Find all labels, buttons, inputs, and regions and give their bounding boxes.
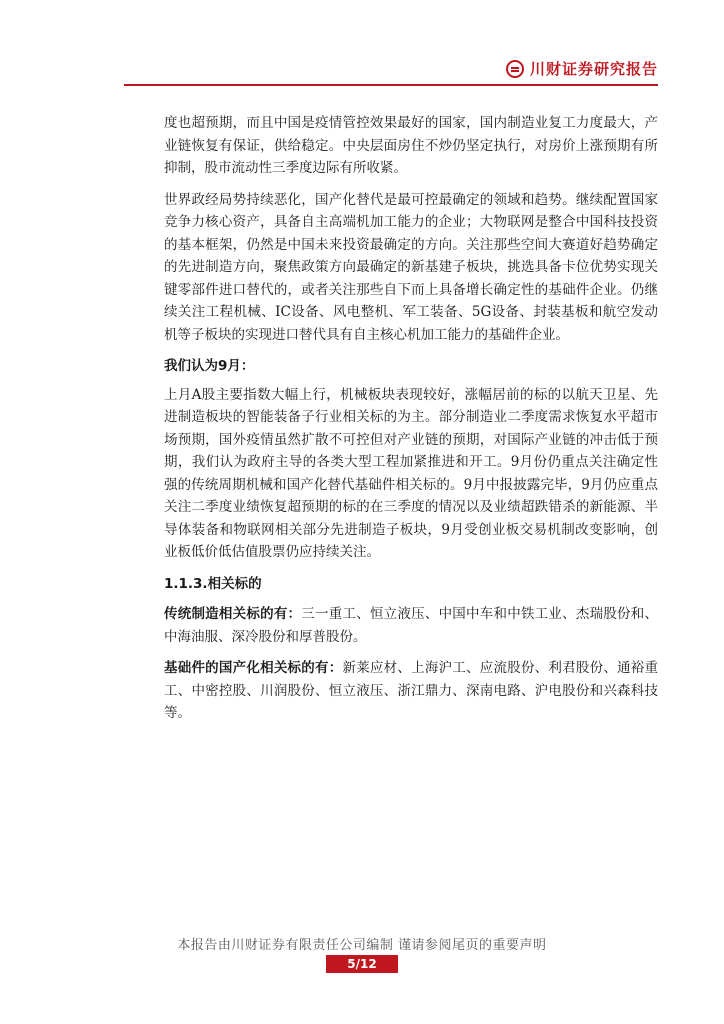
component-stocks-list: 新莱应材、上海沪工、应流股份、利君股份、通裕重工、中密控股、川润股份、恒立液压、浙江鼎力、深南电路、沪电股份和兴森科技等。 bbox=[164, 660, 659, 721]
report-body bbox=[164, 112, 658, 734]
component-stocks-label: 基础件的国产化相关标的有： bbox=[164, 660, 343, 676]
page-number: 5/12 bbox=[326, 955, 398, 973]
chuancai-logo-icon bbox=[506, 60, 524, 78]
traditional-stocks-list: 三一重工、恒立液压、中国中车和中铁工业、杰瑞股份和、中海油服、深冷股份和厚普股份。 bbox=[164, 606, 659, 645]
paragraph-september-view: 上月A股主要指数大幅上行，机械板块表现较好，涨幅居前的标的以航天卫星、先进制造板块的智能装备子行业相关标的为主。部分制造业二季度需求恢复水平超市场预期，国外疫情虽然扩散不可控但对产业链的预期，对国际产业链的冲击低于预期，我们认为政府主导的各类大型工程加紧推进和开工。9月份仍重点关注确定性强的传统周期机械和国产化替代基础件相关标的。9月中报披露完毕，9月仍应重点关注二季度业绩恢复超预期的标的在三季度的情况以及业绩超跌错杀的新能源、半导体装备和物联网相关部分先进制造子板块，9月受创业板交易机制改变影响，创业板低价低估值股票仍应持续关注。 bbox=[164, 386, 658, 560]
paragraph-component-stocks bbox=[164, 657, 658, 725]
report-header bbox=[124, 54, 658, 86]
traditional-stocks-label: 传统制造相关标的有： bbox=[164, 606, 302, 622]
paragraph-september-title: 我们认为9月： bbox=[164, 358, 255, 374]
brand-title: 川财证券研究报告 bbox=[529, 60, 658, 78]
footer-disclaimer: 本报告由川财证券有限责任公司编制 谨请参阅尾页的重要声明 bbox=[177, 938, 547, 953]
paragraph-strategy: 世界政经局势持续恶化，国产化替代是最可控最确定的领域和趋势。继续配置国家竞争力核心资产，具备自主高端机加工能力的企业；大物联网是整合中国科技投资的基本框架，仍然是中国未来投资最确定的方向。关注那些空间大赛道好趋势确定的先进制造方向，聚焦政策方向最确定的新基建子板块，挑选具备卡位优势实现关键零部件进口替代的，或者关注那些自下而上具备增长确定性的基础件企业。仍继续关注工程机械、IC设备、风电整机、军工装备、5G设备、封装基板和航空发动机等子板块的实现进口替代具有自主核心机加工能力的基础件企业。 bbox=[164, 191, 658, 343]
section-heading: 1.1.3.相关标的 bbox=[164, 575, 262, 592]
paragraph-outlook: 度也超预期，而且中国是疫情管控效果最好的国家，国内制造业复工力度最大，产业链恢复有保证，供给稳定。中央层面房住不炒仍坚定执行，对房价上涨预期有所抑制，股市流动性三季度边际有所收紧。 bbox=[164, 115, 658, 176]
header-divider bbox=[124, 84, 658, 86]
header-brand bbox=[506, 58, 658, 79]
paragraph-traditional-stocks bbox=[164, 603, 658, 648]
